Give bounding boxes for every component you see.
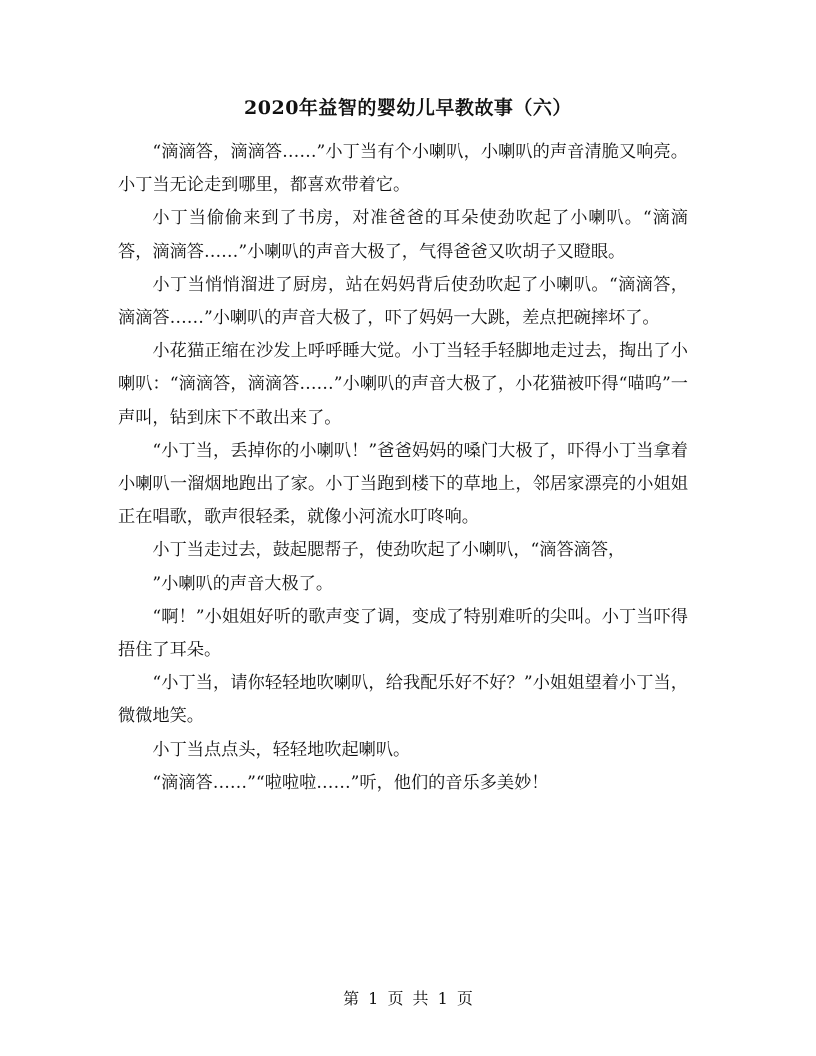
story-paragraph: 小丁当点点头，轻轻地吹起喇叭。: [152, 739, 411, 760]
story-paragraph: “啊！”小姐姐好听的歌声变了调，变成了特别难听的尖叫。小丁当吓得捂住了耳朵。: [118, 606, 688, 661]
story-paragraph: 小丁当悄悄溜进了厨房，站在妈妈背后使劲吹起了小喇叭。“滴滴答，滴滴答……”小喇叭的声音大极了，吓了妈妈一大跳，差点把碗摔坏了。: [118, 274, 688, 329]
story-paragraph: “滴滴答……”“啦啦啦……”听，他们的音乐多美妙！: [152, 772, 549, 793]
story-paragraph-continuation: ”小喇叭的声音大极了。: [152, 573, 334, 594]
story-paragraph: “滴滴答，滴滴答……”小丁当有个小喇叭，小喇叭的声音清脆又响亮。小丁当无论走到哪里，都喜欢带着它。: [118, 142, 688, 196]
story-body: [118, 136, 688, 800]
story-paragraph: 小丁当走过去，鼓起腮帮子，使劲吹起了小喇叭，“滴答滴答，: [152, 540, 626, 561]
story-paragraph: “小丁当，请你轻轻地吹喇叭，给我配乐好不好？”小姐姐望着小丁当，微微地笑。: [118, 673, 688, 727]
page-number-footer: 第 1 页 共 1 页: [343, 989, 473, 1008]
story-paragraph: “小丁当，丢掉你的小喇叭！”爸爸妈妈的嗓门大极了，吓得小丁当拿着小喇叭一溜烟地跑出了家。小丁当跑到楼下的草地上，邻居家漂亮的小姐姐正在唱歌，歌声很轻柔，就像小河流水叮咚响。: [118, 440, 688, 528]
story-paragraph: 小丁当偷偷来到了书房，对准爸爸的耳朵使劲吹起了小喇叭。“滴滴答，滴滴答……”小喇叭的声音大极了，气得爸爸又吹胡子又瞪眼。: [118, 208, 688, 262]
document-title: 2020年益智的婴幼儿早教故事（六）: [244, 97, 572, 119]
story-paragraph: 小花猫正缩在沙发上呼呼睡大觉。小丁当轻手轻脚地走过去，掏出了小喇叭：“滴滴答，滴滴答……”小喇叭的声音大极了，小花猫被吓得“喵呜”一声叫，钻到床下不敢出来了。: [118, 341, 688, 428]
